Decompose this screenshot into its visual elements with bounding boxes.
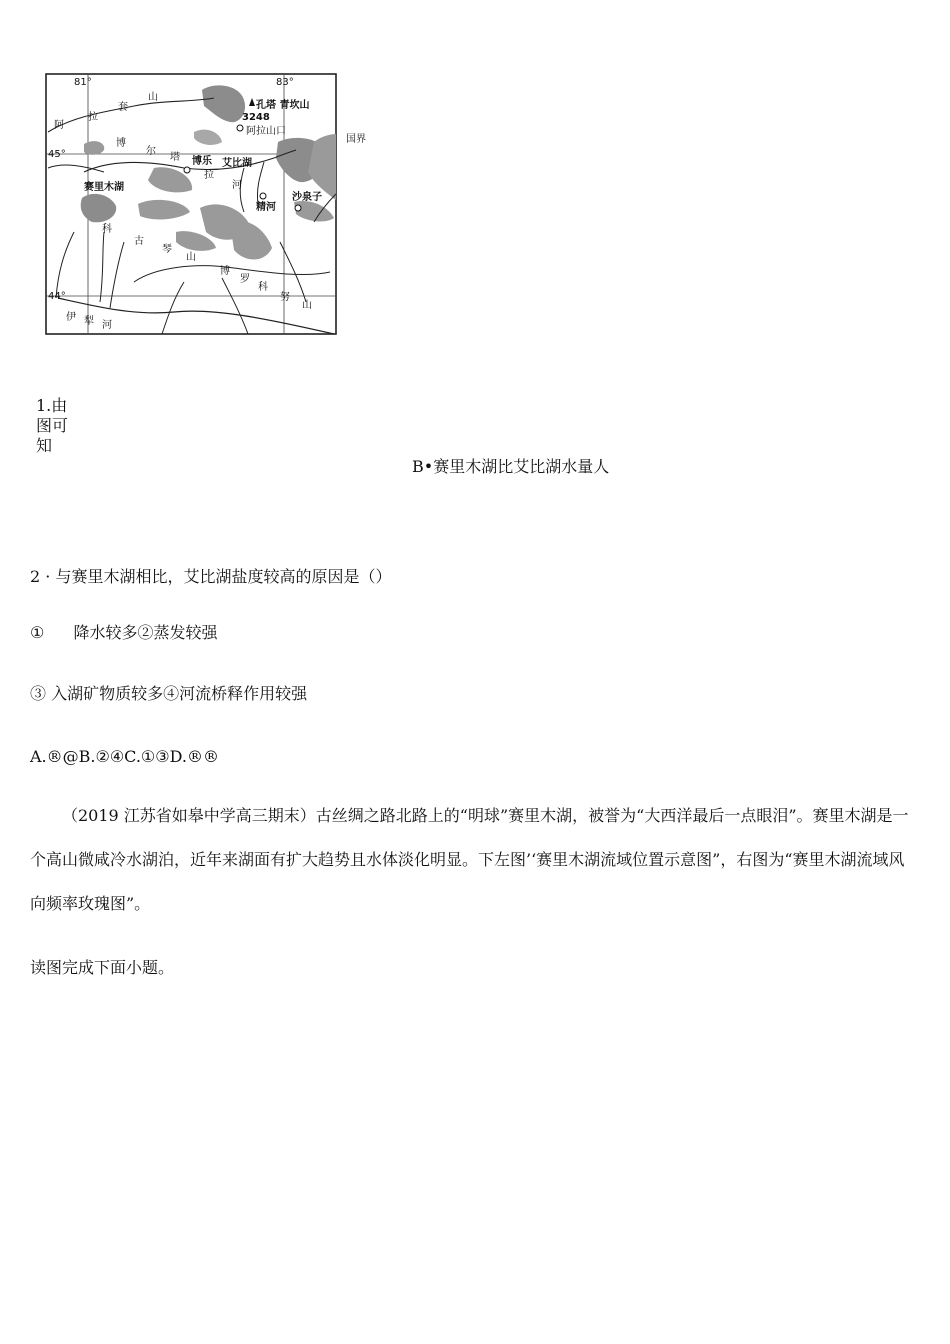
map-label-ke: 科 — [102, 224, 112, 235]
map-label-he: 河 — [232, 180, 242, 191]
question2-line1 — [30, 620, 217, 643]
question2-options: A.®@B.②④C.①③D.®® — [30, 747, 219, 766]
map-label-qin: 琴 — [162, 244, 172, 255]
shaquanzi-label: 沙泉子 — [292, 192, 322, 203]
passage-paragraph: （2019 江苏省如皋中学高三期末）古丝绸之路北路上的“明球”赛里木湖，被誉为“大西洋最后一点眼泪”。赛里木湖是一个高山微咸冷水湖泊，近年来湖面有扩大趋势且水体淡化明显。下左图’‘赛里木湖流域位置示意图”，右图为“赛里木湖流域风向频率玫瑰图”。 — [30, 806, 909, 913]
map-label-bo: 博 — [116, 138, 126, 149]
map-label-yi: 伊 — [66, 312, 76, 323]
map-label-la: 拉 — [88, 112, 98, 123]
map-label-ta: 塔 — [170, 152, 180, 163]
longitude-83-label: 83° — [276, 77, 294, 88]
map-label-bo2: 博 — [220, 266, 230, 277]
longitude-81-label: 81° — [74, 77, 92, 88]
question2-line1-text: 降水较多②蒸发较强 — [73, 623, 218, 642]
sayram-lake-label: 赛里木湖 — [84, 182, 124, 193]
jinghe-label: 精河 — [256, 202, 276, 213]
latitude-44-label: 44° — [48, 291, 66, 302]
map-label-ke2: 科 — [258, 282, 268, 293]
circle-number-1: ① — [30, 623, 45, 642]
map-label-a: 阿 — [54, 120, 64, 131]
question1-option-b: B•赛里木湖比艾比湖水量人 — [412, 457, 610, 476]
map-label-luo: 罗 — [240, 274, 250, 285]
sayram-lake-basin-map — [44, 72, 364, 338]
map-label-he2: 河 — [102, 320, 112, 331]
passage-instruction: 读图完成下面小题。 — [30, 958, 175, 977]
alashankou-label: 阿拉山口 — [246, 126, 286, 137]
map-label-gu: 古 — [134, 236, 144, 247]
question2-line2: ③ 入湖矿物质较多④河流桥释作用较强 — [30, 684, 308, 703]
map-label-er: 尔 — [146, 146, 156, 157]
peak-elevation-label: 3248 — [242, 112, 270, 123]
map-label-shan2: 山 — [186, 252, 196, 263]
question2-stem: 2 · 与赛里木湖相比，艾比湖盐度较高的原因是（） — [30, 567, 392, 586]
bole-city-label: 博乐 — [192, 156, 212, 167]
map-label-la2: 拉 — [204, 170, 214, 181]
peak-name-label: 孔塔 青坎山 — [256, 100, 310, 111]
ebinur-lake-label: 艾比湖 — [222, 158, 252, 169]
map-label-nu: 努 — [280, 292, 290, 303]
question1-stem: 1.由图可知 — [36, 396, 69, 455]
map-label-li: 犁 — [84, 316, 94, 327]
latitude-45-label: 45° — [48, 149, 66, 160]
map-label-tao: 套 — [118, 102, 128, 113]
map-label-shan3: 山 — [302, 300, 312, 311]
map-label-shan: 山 — [148, 92, 158, 103]
legend-border-label: 国界 — [346, 134, 366, 145]
